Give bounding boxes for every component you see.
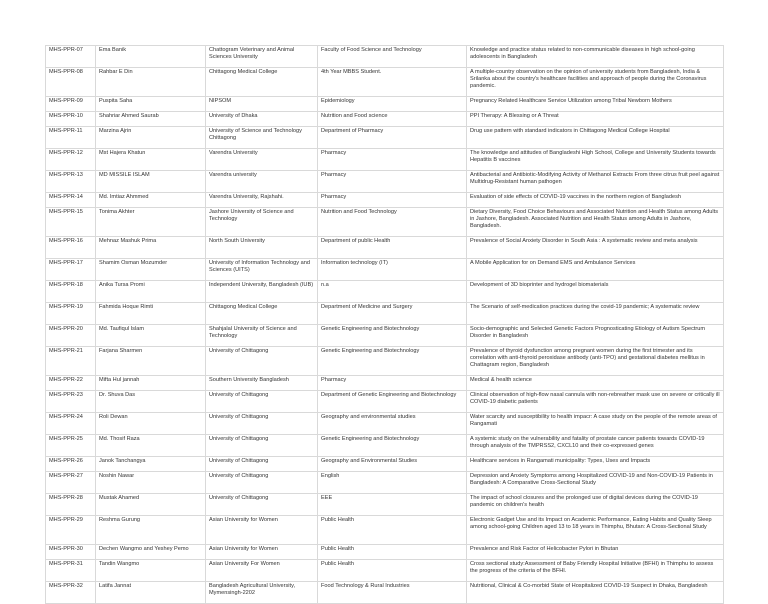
- department-cell: Public Health: [318, 545, 467, 560]
- author-name-cell: Dr. Shuva Das: [96, 391, 206, 413]
- university-cell: Bangladesh Agricultural University, Mymensingh-2202: [206, 582, 318, 604]
- university-cell: Chattogram Veterinary and Animal Sciences University: [206, 46, 318, 68]
- university-cell: University of Chittagong: [206, 347, 318, 376]
- department-cell: EEE: [318, 494, 467, 516]
- table-row: [46, 413, 724, 435]
- paper-title-cell: The knowledge and attitudes of Bangladeshi High School, College and University Students towards Hepatitis B vaccines: [467, 149, 724, 171]
- paper-id-cell: MHS-PPR-32: [46, 582, 96, 604]
- paper-title-cell: The Scenario of self-medication practices during the covid-19 pandemic; A systematic review: [467, 303, 724, 325]
- university-cell: Shahjalal University of Science and Technology: [206, 325, 318, 347]
- department-cell: Geography and environmental studies: [318, 413, 467, 435]
- university-cell: University of Chittagong: [206, 391, 318, 413]
- department-cell: Public Health: [318, 516, 467, 545]
- department-cell: Information technology (IT): [318, 259, 467, 281]
- table-row: [46, 281, 724, 303]
- paper-id-cell: MHS-PPR-12: [46, 149, 96, 171]
- table-row: [46, 68, 724, 97]
- author-name-cell: Rahbar E Din: [96, 68, 206, 97]
- table-row: [46, 516, 724, 545]
- author-name-cell: Mustak Ahamed: [96, 494, 206, 516]
- author-name-cell: Tandin Wangmo: [96, 560, 206, 582]
- paper-title-cell: A systemic study on the vulnerability and fatality of prostate cancer patients towards COVID-19 through analysis of the TMPRSS2, CXCL10 and their co-expressed genes: [467, 435, 724, 457]
- paper-title-cell: Prevalence of thyroid dysfunction among pregnant women during the first trimester and its correlation with anti-thyroid peroxidase antibody (anti-TPO) and gestational diabetes mellitus in Chattagram region, Bangladesh: [467, 347, 724, 376]
- department-cell: Public Health: [318, 560, 467, 582]
- department-cell: Nutrition and Food science: [318, 112, 467, 127]
- department-cell: English: [318, 472, 467, 494]
- paper-title-cell: Drug use pattern with standard indicators in Chittagong Medical College Hospital: [467, 127, 724, 149]
- paper-title-cell: PPI Therapy: A Blessing or A Threat: [467, 112, 724, 127]
- table-row: [46, 171, 724, 193]
- table-row: [46, 149, 724, 171]
- author-name-cell: Shamim Osman Mozumder: [96, 259, 206, 281]
- author-name-cell: Mifta Hul jannah: [96, 376, 206, 391]
- paper-title-cell: Healthcare services in Rangamati municipality: Types, Uses and Impacts: [467, 457, 724, 472]
- department-cell: Pharmacy: [318, 376, 467, 391]
- author-name-cell: Puspita Saha: [96, 97, 206, 112]
- paper-title-cell: Socio-demographic and Selected Genetic Factors Prognosticating Etiology of Autism Spectrum Disorder in Bangladesh: [467, 325, 724, 347]
- department-cell: Geography and Environmental Studies: [318, 457, 467, 472]
- department-cell: Department of public Health: [318, 237, 467, 259]
- author-name-cell: Md. Taufiqul Islam: [96, 325, 206, 347]
- paper-title-cell: Evaluation of side effects of COVID-19 vaccines in the northern region of Bangladesh: [467, 193, 724, 208]
- paper-id-cell: MHS-PPR-31: [46, 560, 96, 582]
- paper-id-cell: MHS-PPR-19: [46, 303, 96, 325]
- paper-id-cell: MHS-PPR-22: [46, 376, 96, 391]
- university-cell: University of Dhaka: [206, 112, 318, 127]
- author-name-cell: Dechen Wangmo and Yeshey Pemo: [96, 545, 206, 560]
- author-name-cell: MD MISSILE ISLAM: [96, 171, 206, 193]
- paper-title-cell: Prevalence and Risk Factor of Helicobacter Pylori in Bhutan: [467, 545, 724, 560]
- table-row: [46, 259, 724, 281]
- university-cell: NIPSOM: [206, 97, 318, 112]
- paper-title-cell: A Mobile Application for on Demand EMS and Ambulance Services: [467, 259, 724, 281]
- department-cell: Genetic Engineering and Biotechnology: [318, 347, 467, 376]
- table-row: [46, 208, 724, 237]
- paper-title-cell: Clinical observation of high-flow nasal cannula with non-rebreather mask use on severe or critically ill COVID-19 diabetic patients: [467, 391, 724, 413]
- paper-id-cell: MHS-PPR-23: [46, 391, 96, 413]
- paper-id-cell: MHS-PPR-14: [46, 193, 96, 208]
- author-name-cell: Janok Tanchangya: [96, 457, 206, 472]
- department-cell: Food Technology & Rural Industries: [318, 582, 467, 604]
- university-cell: University of Chittagong: [206, 494, 318, 516]
- author-name-cell: Anika Tursa Promi: [96, 281, 206, 303]
- university-cell: Varendra University, Rajshahi.: [206, 193, 318, 208]
- department-cell: Faculty of Food Science and Technology: [318, 46, 467, 68]
- department-cell: Pharmacy: [318, 149, 467, 171]
- paper-id-cell: MHS-PPR-21: [46, 347, 96, 376]
- paper-title-cell: Electronic Gadget Use and its Impact on Academic Performance, Eating Habits and Quality Sleep among school-going Children aged 13 to 18 years in Thimphu, Bhutan: A Cross-Sectional Study: [467, 516, 724, 545]
- university-cell: Asian University For Women: [206, 560, 318, 582]
- author-name-cell: Ema Banik: [96, 46, 206, 68]
- table-row: [46, 472, 724, 494]
- author-name-cell: Noshin Nawar: [96, 472, 206, 494]
- university-cell: North South University: [206, 237, 318, 259]
- paper-id-cell: MHS-PPR-26: [46, 457, 96, 472]
- department-cell: Epidemiology: [318, 97, 467, 112]
- author-name-cell: Roli Dewan: [96, 413, 206, 435]
- paper-title-cell: The impact of school closures and the prolonged use of digital devices during the COVID-19 pandemic on children's health: [467, 494, 724, 516]
- university-cell: Asian University for Women: [206, 545, 318, 560]
- paper-id-cell: MHS-PPR-29: [46, 516, 96, 545]
- table-row: [46, 545, 724, 560]
- paper-id-cell: MHS-PPR-16: [46, 237, 96, 259]
- author-name-cell: Mehnaz Mashuk Prima: [96, 237, 206, 259]
- author-name-cell: Md. Thosif Raza: [96, 435, 206, 457]
- university-cell: University of Chittagong: [206, 457, 318, 472]
- paper-title-cell: Nutritional, Clinical & Co-morbid State of Hospitalized COVID-19 Suspect in Dhaka, Bangladesh: [467, 582, 724, 604]
- participants-table: [45, 45, 724, 604]
- paper-title-cell: Cross sectional study:Assessment of Baby Friendly Hospital Initiative (BFHI) in Thimphu to assess the progress of the criteria of the BFHI.: [467, 560, 724, 582]
- author-name-cell: Reshma Gurung: [96, 516, 206, 545]
- paper-id-cell: MHS-PPR-27: [46, 472, 96, 494]
- table-row: [46, 193, 724, 208]
- author-name-cell: Md. Imtiaz Ahmmed: [96, 193, 206, 208]
- paper-title-cell: Pregnancy Related Healthcare Service Utilization among Tribal Newborn Mothers: [467, 97, 724, 112]
- table-row: [46, 560, 724, 582]
- department-cell: Genetic Engineering and Biotechnology: [318, 435, 467, 457]
- author-name-cell: Marzina Ajrin: [96, 127, 206, 149]
- author-name-cell: Farjana Sharmen: [96, 347, 206, 376]
- paper-id-cell: MHS-PPR-25: [46, 435, 96, 457]
- paper-title-cell: Prevalence of Social Anxiety Disorder in South Asia : A systematic review and meta analysis: [467, 237, 724, 259]
- university-cell: Varendra university: [206, 171, 318, 193]
- university-cell: University of Science and Technology Chittagong: [206, 127, 318, 149]
- table-row: [46, 457, 724, 472]
- table-row: [46, 237, 724, 259]
- paper-title-cell: Medical & health science: [467, 376, 724, 391]
- department-cell: Pharmacy: [318, 193, 467, 208]
- university-cell: University of Information Technology and Sciences (UITS): [206, 259, 318, 281]
- table-body: [46, 46, 724, 604]
- paper-title-cell: A multiple-country observation on the opinion of university students from Bangladesh, India & Srilanka about the country's healthcare facilities and approach of people during the Coronavirus pandemic.: [467, 68, 724, 97]
- paper-title-cell: Antibacterial and Antibiotic-Modifying Activity of Methanol Extracts From three citrus fruit peel against Multidrug-Resistant human pathogen: [467, 171, 724, 193]
- university-cell: University of Chittagong: [206, 413, 318, 435]
- university-cell: University of Chittagong: [206, 435, 318, 457]
- author-name-cell: Fahmida Hoque Rimti: [96, 303, 206, 325]
- paper-id-cell: MHS-PPR-07: [46, 46, 96, 68]
- department-cell: Department of Pharmacy: [318, 127, 467, 149]
- table-row: [46, 347, 724, 376]
- university-cell: Chittagong Medical College: [206, 303, 318, 325]
- paper-id-cell: MHS-PPR-09: [46, 97, 96, 112]
- paper-title-cell: Depression and Anxiety Symptoms among Hospitalized COVID-19 and Non-COVID-19 Patients in Bangladesh: A Comparative Cross-Sectional Study: [467, 472, 724, 494]
- table-row: [46, 582, 724, 604]
- table-row: [46, 127, 724, 149]
- paper-id-cell: MHS-PPR-30: [46, 545, 96, 560]
- paper-title-cell: Development of 3D bioprinter and hydrogel biomaterials: [467, 281, 724, 303]
- table-row: [46, 494, 724, 516]
- table-row: [46, 97, 724, 112]
- author-name-cell: Mst Hajera Khatun: [96, 149, 206, 171]
- paper-id-cell: MHS-PPR-13: [46, 171, 96, 193]
- table-row: [46, 303, 724, 325]
- table-row: [46, 112, 724, 127]
- paper-id-cell: MHS-PPR-18: [46, 281, 96, 303]
- department-cell: Department of Medicine and Surgery: [318, 303, 467, 325]
- department-cell: 4th Year MBBS Student.: [318, 68, 467, 97]
- paper-id-cell: MHS-PPR-15: [46, 208, 96, 237]
- university-cell: Southern University Bangladesh: [206, 376, 318, 391]
- department-cell: Department of Genetic Engineering and Biotechnology: [318, 391, 467, 413]
- university-cell: Jashore University of Science and Technology: [206, 208, 318, 237]
- paper-id-cell: MHS-PPR-11: [46, 127, 96, 149]
- author-name-cell: Tonima Akhter: [96, 208, 206, 237]
- university-cell: Varendra University: [206, 149, 318, 171]
- author-name-cell: Latifa Jannat: [96, 582, 206, 604]
- university-cell: University of Chittagong: [206, 472, 318, 494]
- paper-id-cell: MHS-PPR-17: [46, 259, 96, 281]
- department-cell: Genetic Engineering and Biotechnology: [318, 325, 467, 347]
- department-cell: n.a: [318, 281, 467, 303]
- paper-id-cell: MHS-PPR-24: [46, 413, 96, 435]
- paper-title-cell: Knowledge and practice status related to non-communicable diseases in high school-going adolescents in Bangladesh: [467, 46, 724, 68]
- paper-title-cell: Water scarcity and susceptibility to health impacr: A case study on the people of the remote areas of Rangamati: [467, 413, 724, 435]
- document-page: [45, 45, 723, 604]
- university-cell: Chittagong Medical College: [206, 68, 318, 97]
- university-cell: Independent University, Bangladesh (IUB): [206, 281, 318, 303]
- paper-id-cell: MHS-PPR-20: [46, 325, 96, 347]
- paper-id-cell: MHS-PPR-28: [46, 494, 96, 516]
- table-row: [46, 325, 724, 347]
- table-row: [46, 46, 724, 68]
- department-cell: Nutrition and Food Technology: [318, 208, 467, 237]
- paper-title-cell: Dietary Diversity, Food Choice Behaviours and Associated Nutrition and Health Status among Adults in Jashore, Bangladesh. Associated Nutrition and Health Status among Adults in Jashore, Bangladesh.: [467, 208, 724, 237]
- table-row: [46, 391, 724, 413]
- department-cell: Pharmacy: [318, 171, 467, 193]
- university-cell: Asian University for Women: [206, 516, 318, 545]
- author-name-cell: Shahriar Ahmed Saurab: [96, 112, 206, 127]
- paper-id-cell: MHS-PPR-08: [46, 68, 96, 97]
- table-row: [46, 435, 724, 457]
- paper-id-cell: MHS-PPR-10: [46, 112, 96, 127]
- table-row: [46, 376, 724, 391]
